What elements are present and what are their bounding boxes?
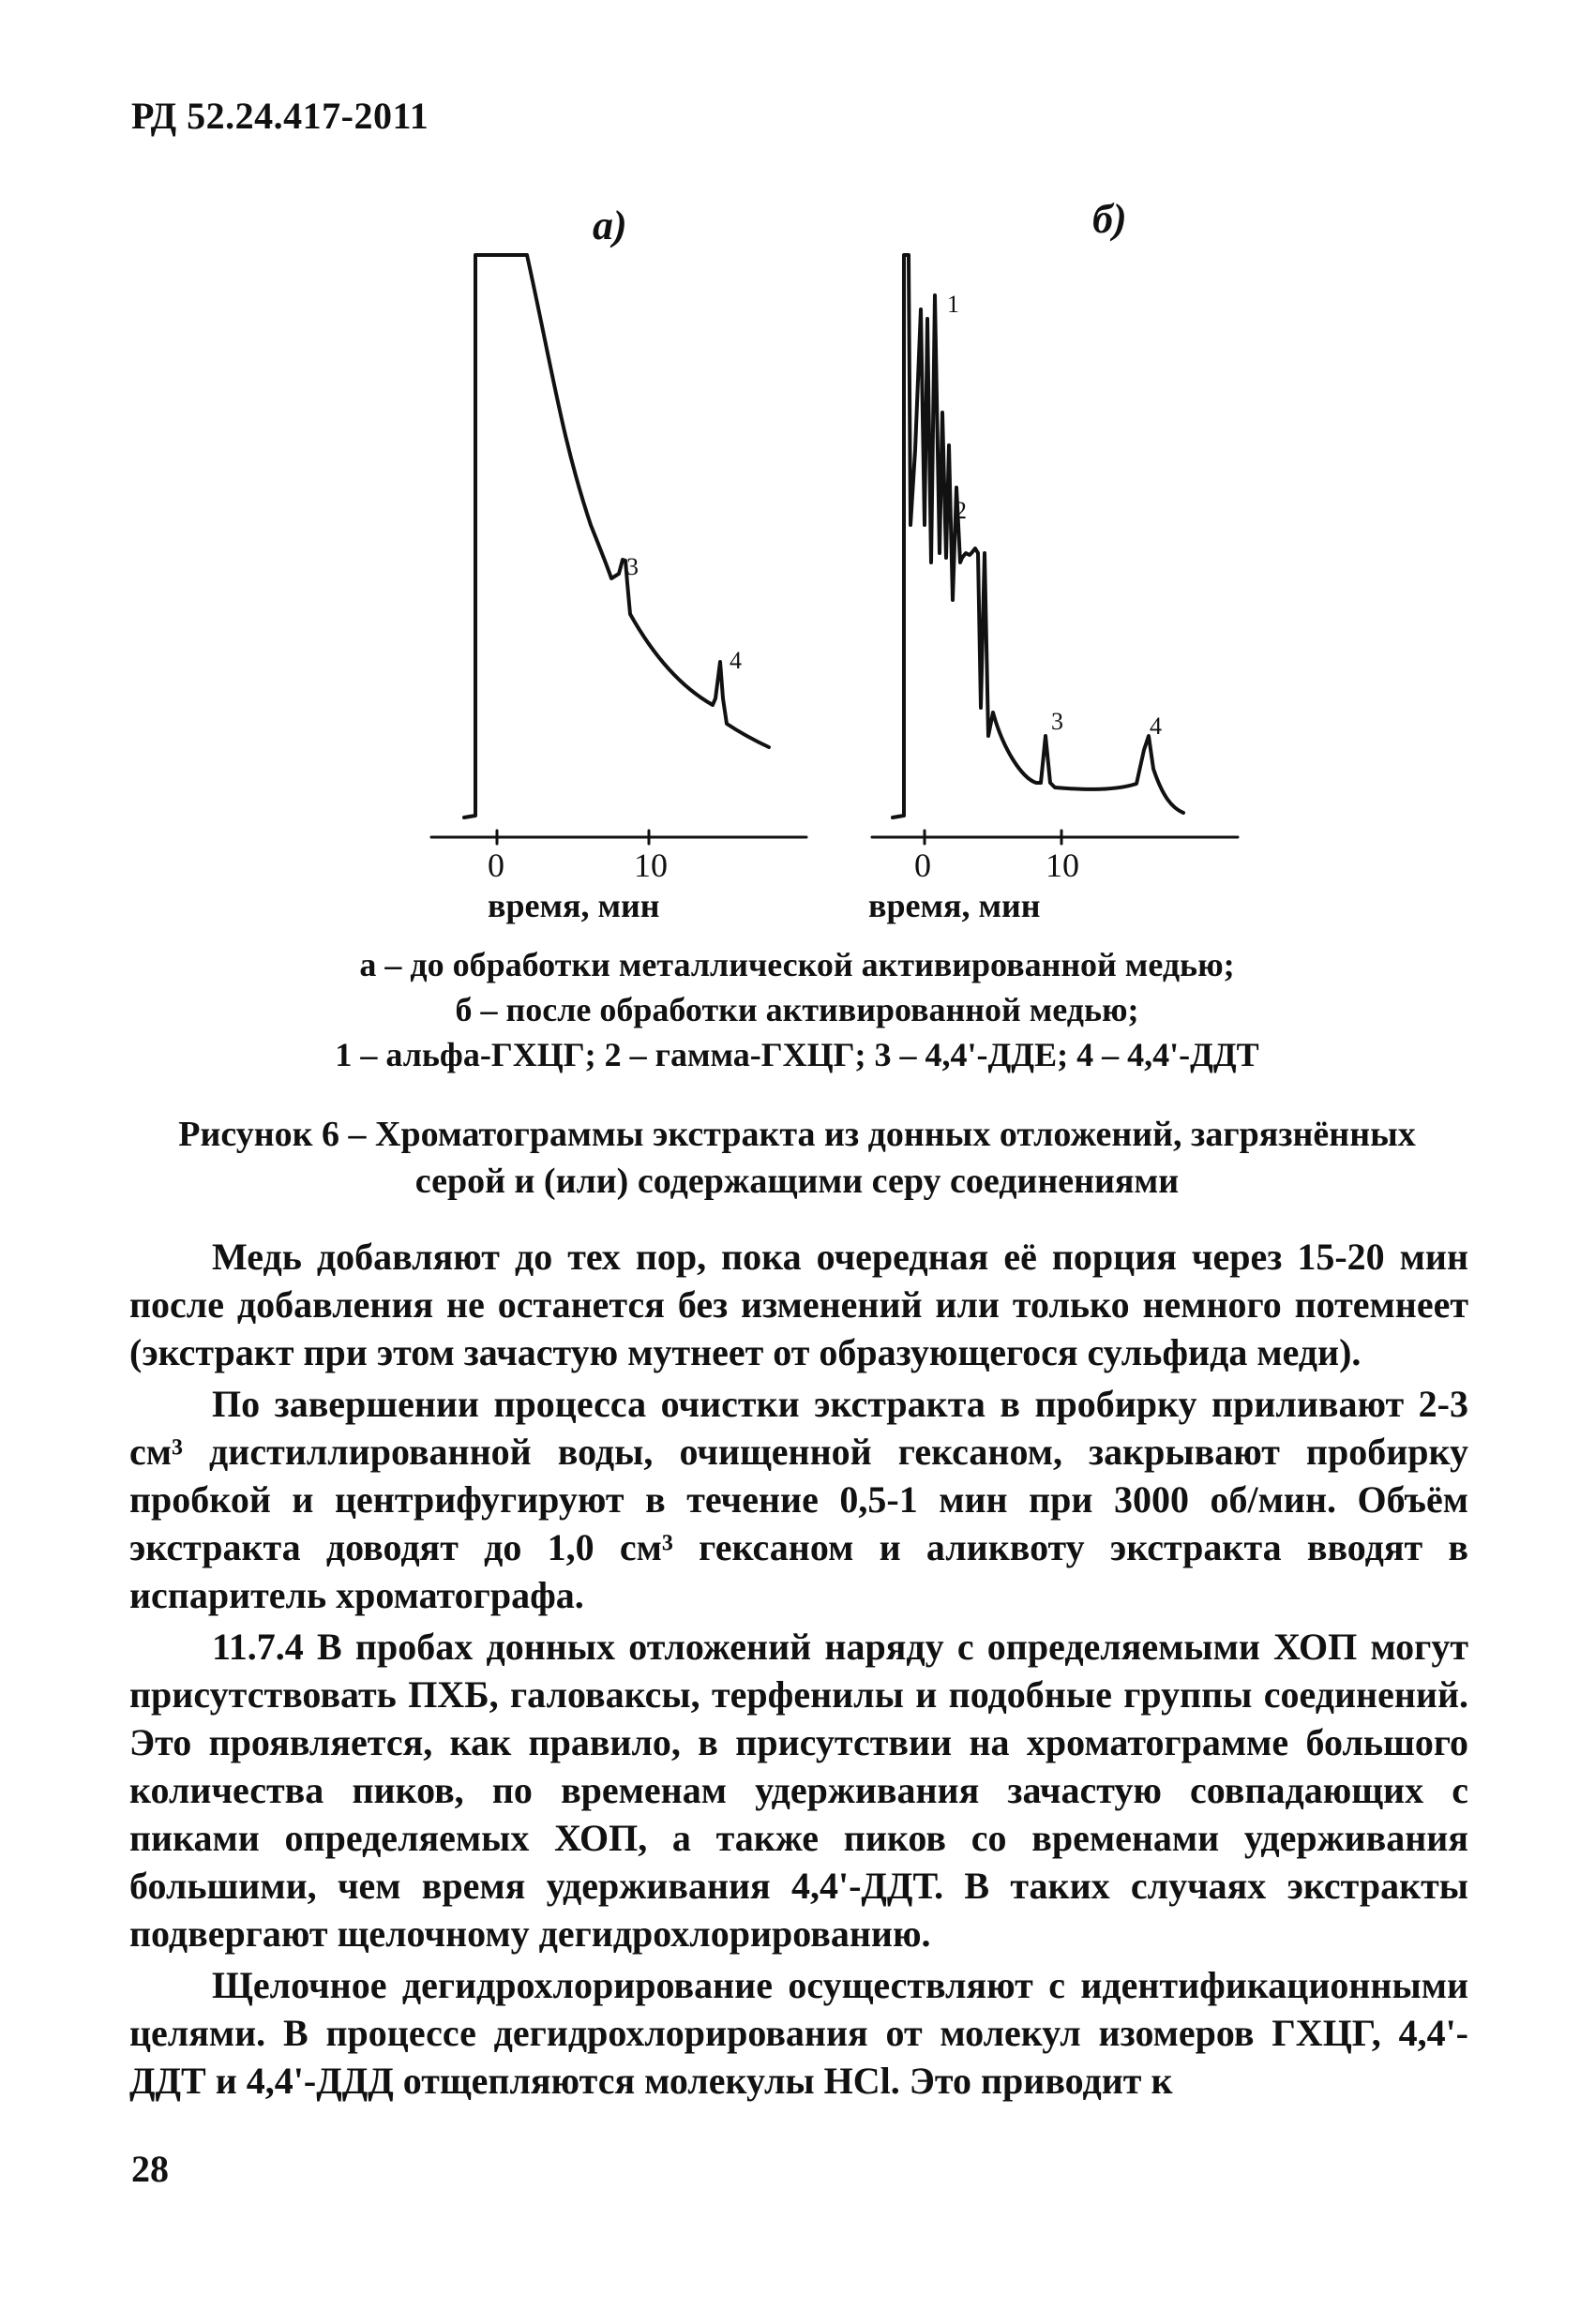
paragraph: Медь добавляют до тех пор, пока очередная её порция через 15-20 мин после добавления не останется без изменений или только немного потемнеет (экстракт при этом зачастую мутнеет от образующегося сульфида меди). (129, 1236, 1468, 1373)
legend-line-b: б – после обработки активированной медью; (455, 991, 1139, 1028)
panel-b-peak-label-1: 1 (947, 291, 959, 318)
figure-legend (188, 942, 1407, 1077)
panel-a-tick-label-10: 10 (634, 847, 668, 884)
panel-a-trace (464, 255, 769, 817)
panel-b-peak-label-4: 4 (1150, 712, 1162, 740)
body-text (129, 1233, 1468, 2108)
document-code: РД 52.24.417-2011 (131, 95, 429, 137)
panel-b-tick-label-10: 10 (1046, 847, 1079, 884)
panel-b-chromatogram (872, 255, 1238, 844)
panel-b-tick-label-0: 0 (914, 847, 931, 884)
paragraph: По завершении процесса очистки экстракта в пробирку приливают 2-3 см³ дистиллированной воды, очищенной гексаном, закрывают пробирку пробкой и центрифугируют в течение 0,5-1 мин при 3000 об/мин. Объём экстракта доводят до 1,0 см³ гексаном и аликвоту экстракта вводят в испаритель хроматографа. (129, 1383, 1468, 1616)
chromatogram-figure (0, 0, 1595, 937)
paragraph: Щелочное дегидрохлорирование осуществляют с идентификационными целями. В процессе дегидрохлорирования от молекул изомеров ГХЦГ, 4,4'-ДДТ и 4,4'-ДДД отщепляются молекулы HCl. Это приводит к (129, 1964, 1468, 2102)
panel-b-trace (893, 255, 1183, 817)
legend-line-compounds: 1 – альфа-ГХЦГ; 2 – гамма-ГХЦГ; 3 – 4,4'-ДДЕ; 4 – 4,4'-ДДТ (335, 1036, 1259, 1073)
chromatogram-svg (0, 0, 1595, 937)
paragraph: 11.7.4 В пробах донных отложений наряду с определяемыми ХОП могут присутствовать ПХБ, галоваксы, терфенилы и подобные группы соединений. Это проявляется, как правило, в присутствии на хроматограмме большого количества пиков, по временам удерживания зачастую совпадающих с пиками определяемых ХОП, а также пиков со временами удерживания большими, чем время удерживания 4,4'-ДДТ. В таких случаях экстракты подвергают щелочному дегидрохлорированию. (129, 1626, 1468, 1955)
legend-line-a: а – до обработки металлической активированной медью; (359, 946, 1235, 983)
panel-a-peak-label-3: 3 (626, 553, 639, 580)
panel-a-chromatogram (431, 255, 806, 844)
figure-caption: Рисунок 6 – Хроматограммы экстракта из донных отложений, загрязнённых серой и (или) содержащими серу соединениями (178, 1115, 1416, 1201)
panel-a-label: а) (593, 202, 627, 248)
panel-a-tick-label-0: 0 (488, 847, 504, 884)
panel-b-peak-label-2: 2 (955, 497, 967, 524)
panel-b-label: б) (1092, 196, 1127, 242)
panel-a-peak-label-4: 4 (730, 647, 742, 674)
panel-b-peak-label-3: 3 (1051, 708, 1063, 735)
panel-b-xlabel: время, мин (868, 887, 1041, 924)
panel-a-xlabel: время, мин (488, 887, 660, 924)
page-number: 28 (131, 2148, 169, 2190)
